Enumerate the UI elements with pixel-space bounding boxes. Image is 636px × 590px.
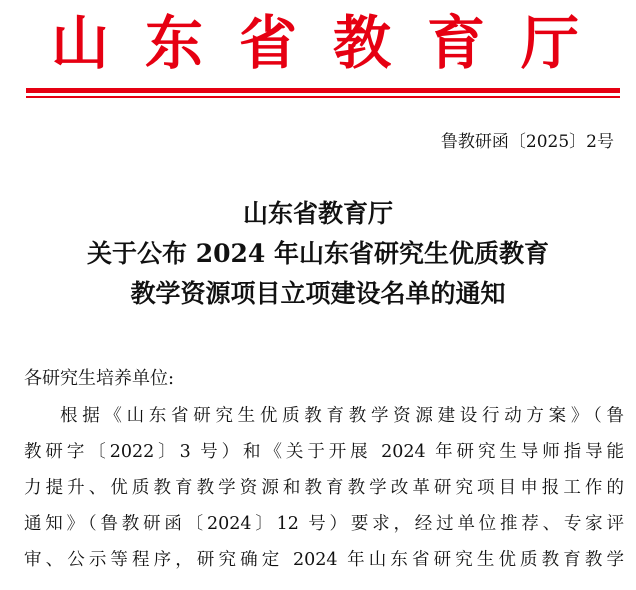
body-line: 根据《山东省研究生优质教育教学资源建设行动方案》（鲁: [60, 406, 624, 426]
body-line: 通知》（鲁教研函〔2024〕12 号）要求，经过单位推荐、专家评: [24, 514, 624, 534]
masthead-title: 山东省教育厅: [50, 9, 615, 77]
document-number: 鲁教研函〔2025〕2号: [440, 132, 614, 152]
body-paragraph: [24, 398, 624, 578]
document-title: [0, 194, 636, 314]
body-line: 力提升、优质教育教学资源和教育教学改革研究项目申报工作的: [24, 478, 624, 498]
body-line: 审、公示等程序，研究确定 2024 年山东省研究生优质教育教学: [24, 550, 624, 570]
salutation: 各研究生培养单位:: [24, 368, 175, 389]
body-line: 教研字〔2022〕3 号）和《关于开展 2024 年研究生导师指导能: [24, 442, 624, 462]
title-line-notice: 教学资源项目立项建设名单的通知: [130, 279, 506, 308]
title-line-subject: 关于公布 2024 年山东省研究生优质教育: [87, 239, 549, 268]
title-line-issuer: 山东省教育厅: [242, 199, 393, 228]
masthead-divider-thin: [26, 96, 620, 98]
masthead-divider-thick: [26, 88, 620, 93]
